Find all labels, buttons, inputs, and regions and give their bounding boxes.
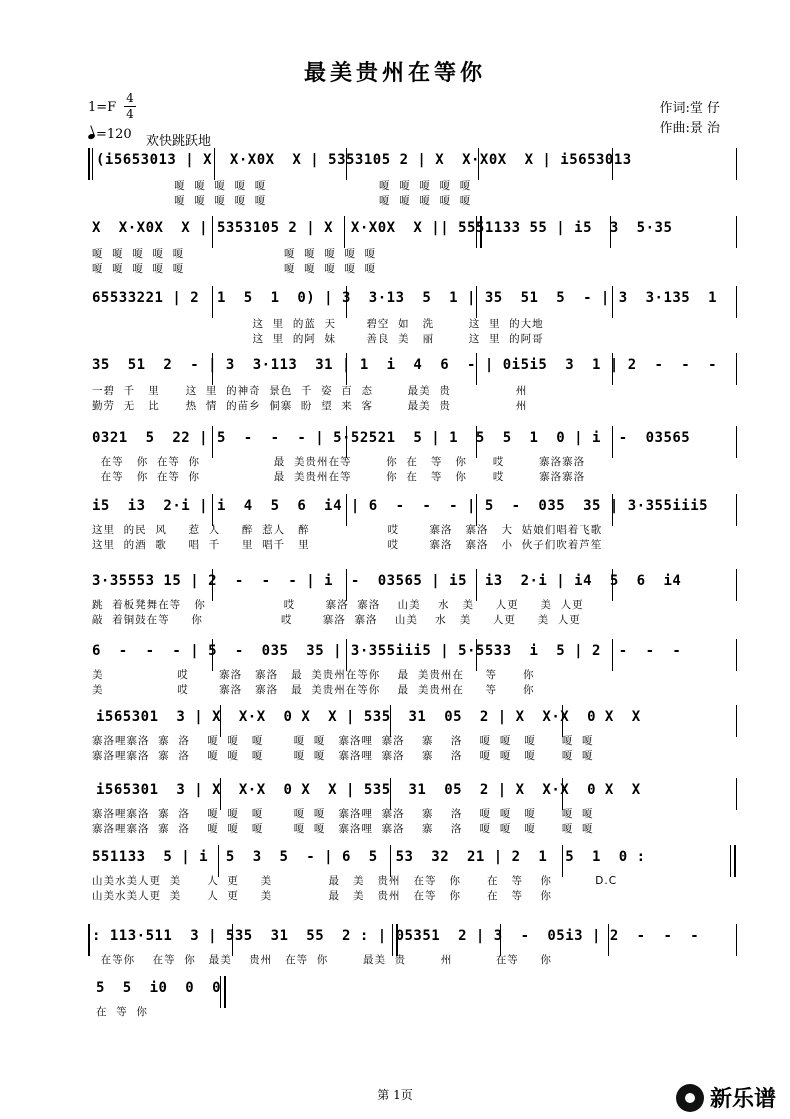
time-signature-top: 4 [126, 91, 134, 105]
time-signature [124, 92, 136, 121]
lyric-verse-1: 在等 你 在等 你 最 美贵州在等 你 在 等 你 哎 寨洛寨洛 [92, 456, 586, 468]
lyric-verse-2: 美 哎 寨洛 寨洛 最 美贵州在等你 最 美贵州在 等 你 [92, 684, 535, 696]
key-signature: 1=F [88, 100, 117, 115]
lyric-verse-2: 在等 你 在等 你 最 美贵州在等 你 在 等 你 哎 寨洛寨洛 [92, 471, 586, 483]
lyric-verse-1: 美 哎 寨洛 寨洛 最 美贵州在等你 最 美贵州在 等 你 [92, 669, 535, 681]
lyric-verse-1: 山美水美人更 美 人 更 美 最 美 贵州 在等 你 在 等 你 D.C [92, 875, 618, 887]
time-signature-bottom: 4 [126, 107, 134, 121]
lyric-verse-2: 嗄 嗄 嗄 嗄 嗄 嗄 嗄 嗄 嗄 嗄 [96, 195, 472, 207]
lyric-verse-1: 寨洛哩寨洛 寨 洛 嗄 嗄 嗄 嗄 嗄 寨洛哩 寨洛 寨 洛 嗄 嗄 嗄 嗄 嗄 [92, 808, 594, 820]
lyric-verse-2: 勤劳 无 比 热 情 的苗乡 侗寨 盼 望 来 客 最美 贵 州 [92, 400, 528, 412]
site-watermark [676, 1082, 776, 1113]
notes-line: i5 i3 2·i | i 4 5 6 i4 | 6 - - - | 5 - 035 35 | 3·355iii5 [92, 498, 709, 514]
lyric-verse-1: 一碧 千 里 这 里 的神奇 景色 千 姿 百 态 最美 贵 州 [92, 385, 528, 397]
lyric-verse-1: 寨洛哩寨洛 寨 洛 嗄 嗄 嗄 嗄 嗄 寨洛哩 寨洛 寨 洛 嗄 嗄 嗄 嗄 嗄 [92, 735, 594, 747]
song-title: 最美贵州在等你 [303, 60, 486, 86]
lyric-verse-2: 这 里 的阿 妹 善良 美 丽 这 里 的阿哥 [92, 333, 544, 345]
lyric-verse-1: 跳 着板凳舞在等 你 哎 寨洛 寨洛 山美 水 美 人更 美 人更 [92, 599, 584, 611]
lyric-verse-1: 嗄 嗄 嗄 嗄 嗄 嗄 嗄 嗄 嗄 嗄 [96, 180, 472, 192]
notes-line: 3·35553 15 | 2 - - - | i - 03565 | i5 i3 2·i | i4 5 6 i4 [92, 573, 682, 589]
lyric-verse-2: 山美水美人更 美 人 更 美 最 美 贵州 在等 你 在 等 你 [92, 890, 552, 902]
notes-line: 65533221 | 2 1 5 1 0) | 3 3·13 5 1 | 35 51 5 - | 3 3·135 1 [92, 290, 718, 306]
notes-line: 551133 5 | i 5 3 5 - | 6 5 53 32 21 | 2 1 5 1 0 : [92, 849, 646, 865]
lyric-verse-1: 这里 的民 风 惹 人 醉 惹人 醉 哎 寨洛 寨洛 大 姑娘们唱着飞歌 [92, 524, 603, 536]
notes-line: X X·X0X X | 5353105 2 | X X·X0X X || 5551133 55 | i5 3 5·35 [92, 220, 673, 236]
lyric-verse-1: 在等你 在等 你 最美 贵州 在等 你 最美 贵 州 在等 你 [92, 954, 552, 966]
composer-credit: 作曲:景 治 [659, 121, 720, 136]
expression-marking: 欢快跳跃地 [146, 134, 212, 149]
lyric-verse-1: 嗄 嗄 嗄 嗄 嗄 嗄 嗄 嗄 嗄 嗄 [92, 248, 377, 260]
notes-line: 6 - - - | 5 - 035 35 | 3·355iii5 | 5·5533 i 5 | 2 - - - [92, 643, 682, 659]
lyric-verse-2: 嗄 嗄 嗄 嗄 嗄 嗄 嗄 嗄 嗄 嗄 [92, 263, 377, 275]
tempo-marking [88, 127, 132, 142]
notes-line: (i5653013 | X X·X0X X | 5353105 2 | X X·X0X X | i5653013 [96, 152, 632, 168]
notes-line: 5 5 i0 0 0 [96, 980, 222, 996]
notes-line: : 113·511 3 | 535 31 55 2 : | 05351 2 | 3 - 05i3 | 2 - - - [92, 928, 700, 944]
page-number: 第 1页 [377, 1088, 413, 1102]
tempo-value: =120 [96, 127, 132, 142]
notes-line: i565301 3 | X X·X 0 X X | 535 31 05 2 | X X·X 0 X X [96, 709, 641, 725]
notes-line: i565301 3 | X X·X 0 X X | 535 31 05 2 | X X·X 0 X X [96, 782, 641, 798]
lyric-verse-2: 寨洛哩寨洛 寨 洛 嗄 嗄 嗄 嗄 嗄 寨洛哩 寨洛 寨 洛 嗄 嗄 嗄 嗄 嗄 [92, 823, 594, 835]
notes-line: 0321 5 22 | 5 - - - | 5·52521 5 | 1 5 5 1 0 | i - 03565 [92, 430, 691, 446]
quarter-note-icon [87, 133, 95, 140]
lyric-verse-1: 在 等 你 [96, 1006, 148, 1018]
music-disc-icon [676, 1084, 704, 1112]
lyric-verse-2: 这里 的酒 歌 唱 千 里 唱千 里 哎 寨洛 寨洛 小 伙子们吹着芦笙 [92, 539, 603, 551]
lyric-verse-2: 寨洛哩寨洛 寨 洛 嗄 嗄 嗄 嗄 嗄 寨洛哩 寨洛 寨 洛 嗄 嗄 嗄 嗄 嗄 [92, 750, 594, 762]
notes-line: 35 51 2 - | 3 3·113 31 | 1 i 4 6 - | 0i5i5 3 1 | 2 - - - [92, 357, 718, 373]
lyric-verse-2: 敲 着铜鼓在等 你 哎 寨洛 寨洛 山美 水 美 人更 美 人更 [92, 614, 581, 626]
lyric-verse-1: 这 里 的蓝 天 碧空 如 洗 这 里 的大地 [92, 318, 544, 330]
watermark-text: 新乐谱 [709, 1087, 776, 1112]
lyricist-credit: 作词:堂 仔 [659, 101, 720, 116]
